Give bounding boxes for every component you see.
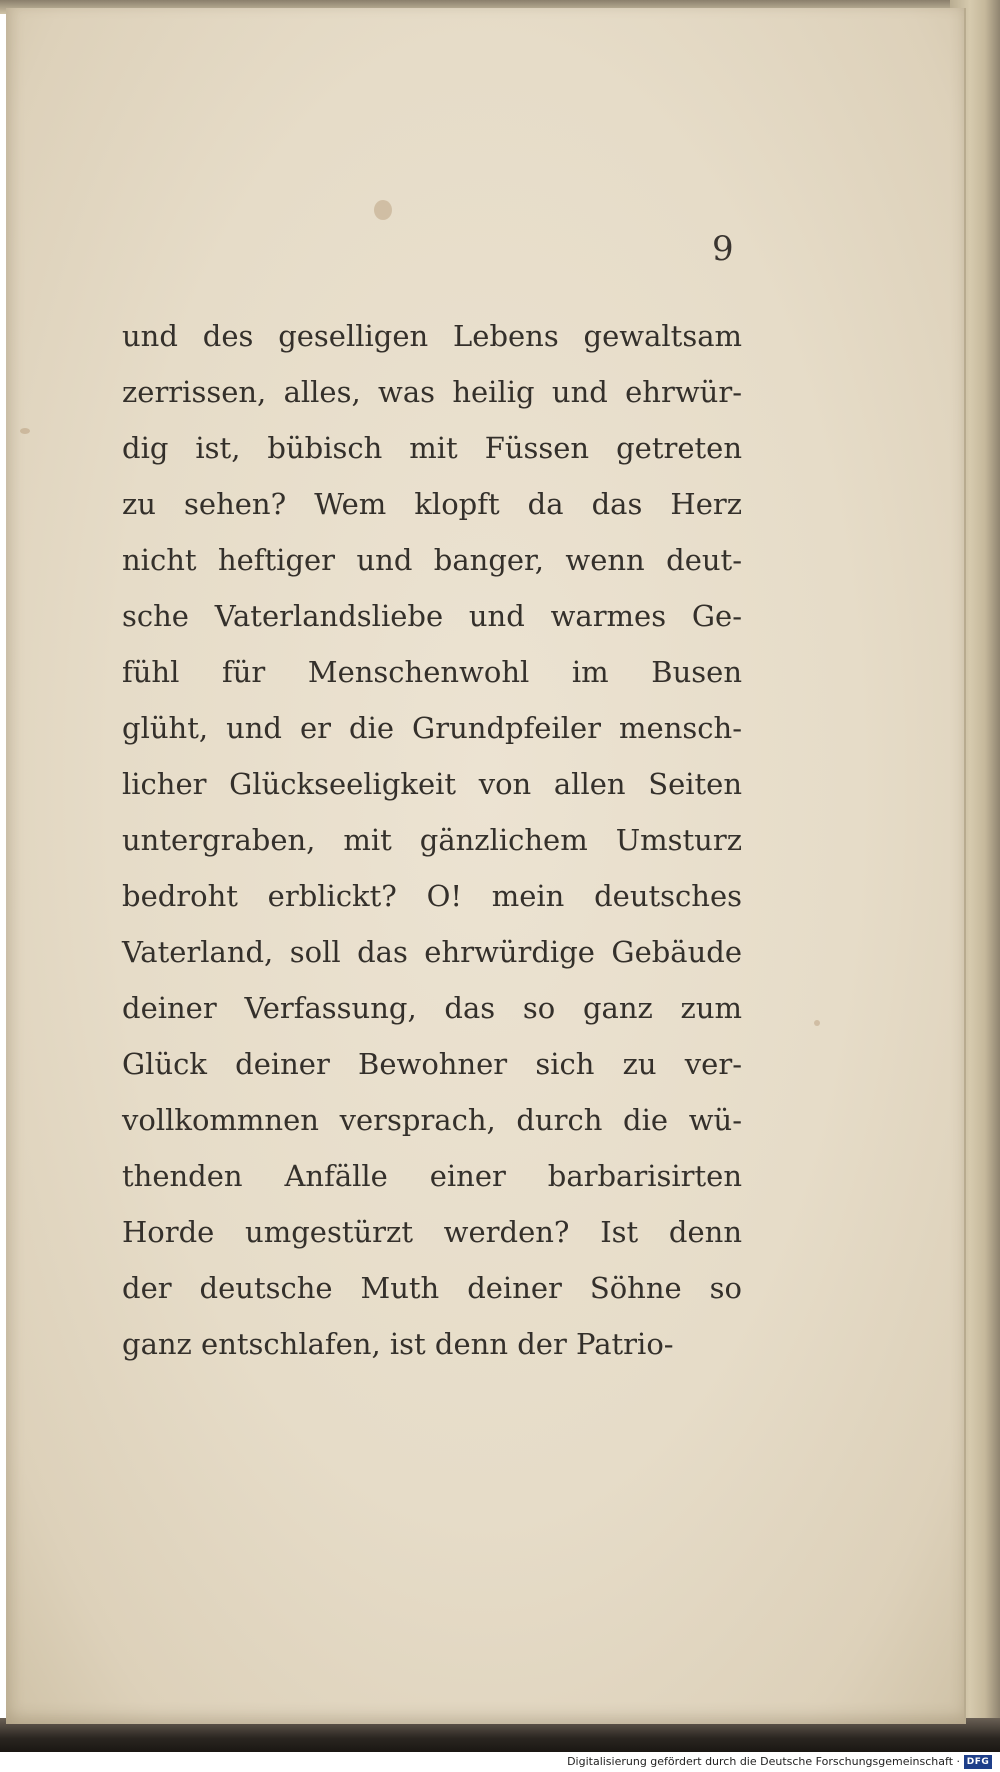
- text-line: der deutsche Muth deiner Söhne so: [122, 1271, 742, 1305]
- text-line: untergraben, mit gänzlichem Umsturz: [122, 823, 742, 857]
- text-line: ganz entschlafen, ist denn der Patrio-: [122, 1327, 674, 1361]
- digitization-credit: Digitalisierung gefördert durch die Deutsche Forschungsgemeinschaft ·: [567, 1755, 960, 1768]
- page-number: 9: [712, 229, 734, 269]
- text-line: thenden Anfälle einer barbarisirten: [122, 1159, 742, 1193]
- text-line: Horde umgestürzt werden? Ist denn: [122, 1215, 742, 1249]
- dfg-logo: DFG: [964, 1755, 992, 1769]
- text-line: zerrissen, alles, was heilig und ehrwür-: [122, 375, 742, 409]
- text-line: Glück deiner Bewohner sich zu ver-: [122, 1047, 742, 1081]
- text-line: fühl für Menschenwohl im Busen: [122, 655, 742, 689]
- text-line: vollkommnen versprach, durch die wü-: [122, 1103, 742, 1137]
- text-line: glüht, und er die Grundpfeiler mensch-: [122, 711, 742, 745]
- paper-stain: [814, 1020, 820, 1026]
- text-line: deiner Verfassung, das so ganz zum: [122, 991, 742, 1025]
- footer-bar: [0, 1752, 1000, 1772]
- body-text: [122, 308, 742, 1372]
- paper-stain: [20, 428, 30, 434]
- text-line: sche Vaterlandsliebe und warmes Ge-: [122, 599, 742, 633]
- text-line: bedroht erblickt? O! mein deutsches: [122, 879, 742, 913]
- text-line: licher Glückseeligkeit von allen Seiten: [122, 767, 742, 801]
- text-line: und des geselligen Lebens gewaltsam: [122, 319, 742, 353]
- text-line: nicht heftiger und banger, wenn deut-: [122, 543, 742, 577]
- text-line: zu sehen? Wem klopft da das Herz: [122, 487, 742, 521]
- paper-stain: [374, 200, 392, 220]
- text-line: Vaterland, soll das ehrwürdige Gebäude: [122, 935, 742, 969]
- text-line: dig ist, bübisch mit Füssen getreten: [122, 431, 742, 465]
- book-page: [6, 8, 966, 1724]
